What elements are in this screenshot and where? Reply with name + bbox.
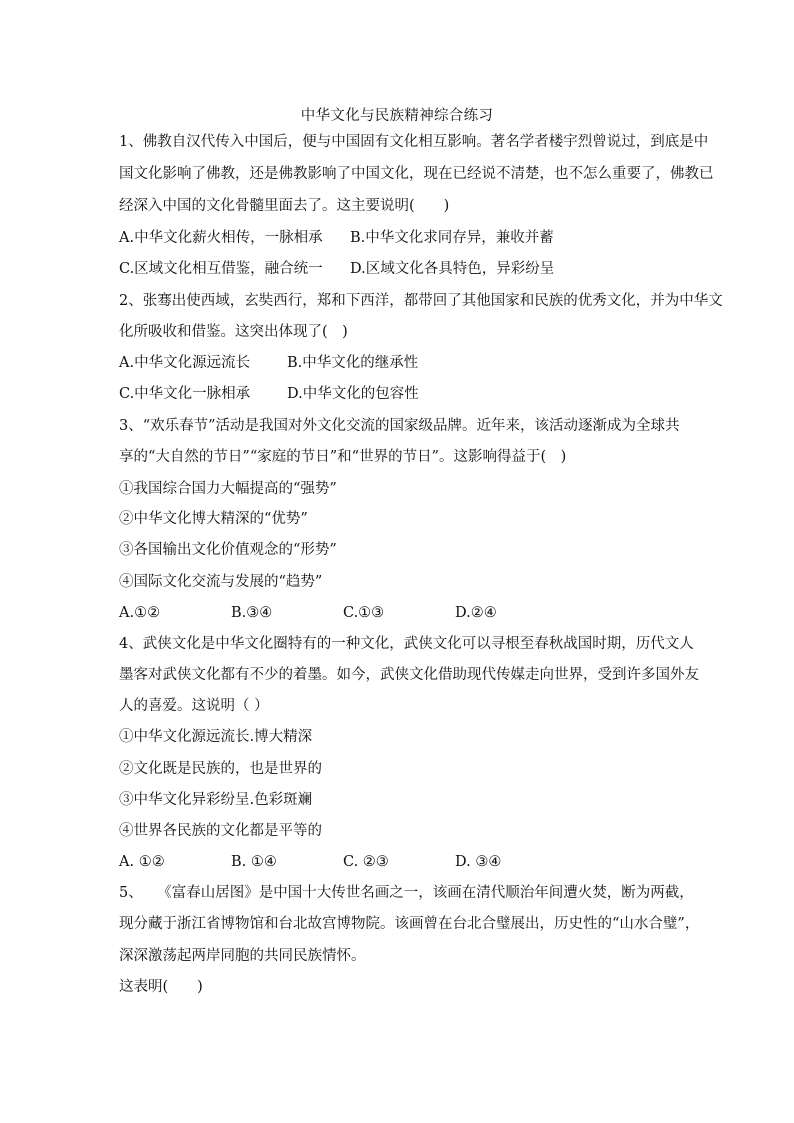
q3-item-2: ②中华文化博大精深的“优势” — [119, 511, 308, 527]
q3-item-1: ①我国综合国力大幅提高的“强势” — [119, 481, 337, 497]
q4-item-4: ④世界各民族的文化都是平等的 — [119, 823, 322, 839]
q5-stem-line-1: 5、 《富春山居图》是中国十大传世名画之一，该画在清代顺治年间遭火焚，断为两截， — [119, 885, 694, 901]
q3-option-a: A.①② — [119, 605, 161, 621]
q4-option-c: C. ②③ — [343, 854, 389, 870]
q1-stem-line-2: 国文化影响了佛教，还是佛教影响了中国文化，现在已经说不清楚，也不怎么重要了，佛教已 — [119, 166, 714, 182]
q1-stem-line-3: 经深入中国的文化骨髓里面去了。这主要说明( ) — [119, 198, 450, 214]
q4-item-3: ③中华文化异彩纷呈.色彩斑斓 — [119, 792, 313, 808]
q4-option-d: D. ③④ — [455, 854, 502, 870]
q2-option-b: B.中华文化的继承性 — [287, 355, 419, 371]
q4-stem-line-3: 人的喜爱。这说明（ ） — [119, 698, 269, 714]
q5-stem-line-4: 这表明( ) — [119, 979, 203, 995]
q4-option-b: B. ①④ — [231, 854, 277, 870]
q3-item-4: ④国际文化交流与发展的“趋势” — [119, 574, 323, 590]
q5-stem-line-3: 深深激荡起两岸同胞的共同民族情怀。 — [119, 948, 366, 964]
q1-stem-line-1: 1、佛教自汉代传入中国后，便与中国固有文化相互影响。著名学者楼宇烈曾说过，到底是中 — [119, 134, 709, 150]
q4-item-1: ①中华文化源远流长.博大精深 — [119, 729, 313, 745]
q5-stem-line-2: 现分藏于浙江省博物馆和台北故宫博物院。该画曾在台北合璧展出，历史性的“山水合璧”， — [119, 916, 700, 932]
q4-stem-line-1: 4、武侠文化是中华文化圈特有的一种文化，武侠文化可以寻根至春秋战国时期，历代文人 — [119, 636, 694, 652]
q4-option-a: A. ①② — [119, 854, 165, 870]
document-title: 中华文化与民族精神综合练习 — [300, 108, 494, 124]
q2-stem-line-2: 化所吸收和借鉴。这突出体现了( ) — [119, 324, 348, 340]
q4-item-2: ②文化既是民族的，也是世界的 — [119, 761, 322, 777]
q3-stem-line-2: 享的“大自然的节日”“家庭的节日”和“世界的节日”。这影响得益于( ) — [119, 449, 567, 465]
q2-option-c: C.中华文化一脉相承 — [119, 386, 251, 402]
q2-option-d: D.中华文化的包容性 — [287, 386, 419, 402]
q1-option-b: B.中华文化求同存异，兼收并蓄 — [350, 230, 554, 246]
q2-option-a: A.中华文化源远流长 — [119, 355, 251, 371]
q3-item-3: ③各国输出文化价值观念的“形势” — [119, 542, 337, 558]
q3-option-d: D.②④ — [455, 605, 497, 621]
q2-stem-line-1: 2、张骞出使西域，玄奘西行，郑和下西洋，都带回了其他国家和民族的优秀文化，并为中华文 — [119, 293, 723, 309]
q3-stem-line-1: 3、“欢乐春节”活动是我国对外文化交流的国家级品牌。近年来，该活动逐渐成为全球共 — [119, 418, 680, 434]
q1-option-a: A.中华文化薪火相传，一脉相承 — [119, 230, 323, 246]
q3-option-c: C.①③ — [343, 605, 385, 621]
q3-option-b: B.③④ — [231, 605, 273, 621]
q1-option-c: C.区域文化相互借鉴，融合统一 — [119, 261, 323, 277]
q4-stem-line-2: 墨客对武侠文化都有不少的着墨。如今，武侠文化借助现代传媒走向世界，受到许多国外友 — [119, 667, 699, 683]
q1-option-d: D.区域文化各具特色，异彩纷呈 — [350, 261, 555, 277]
